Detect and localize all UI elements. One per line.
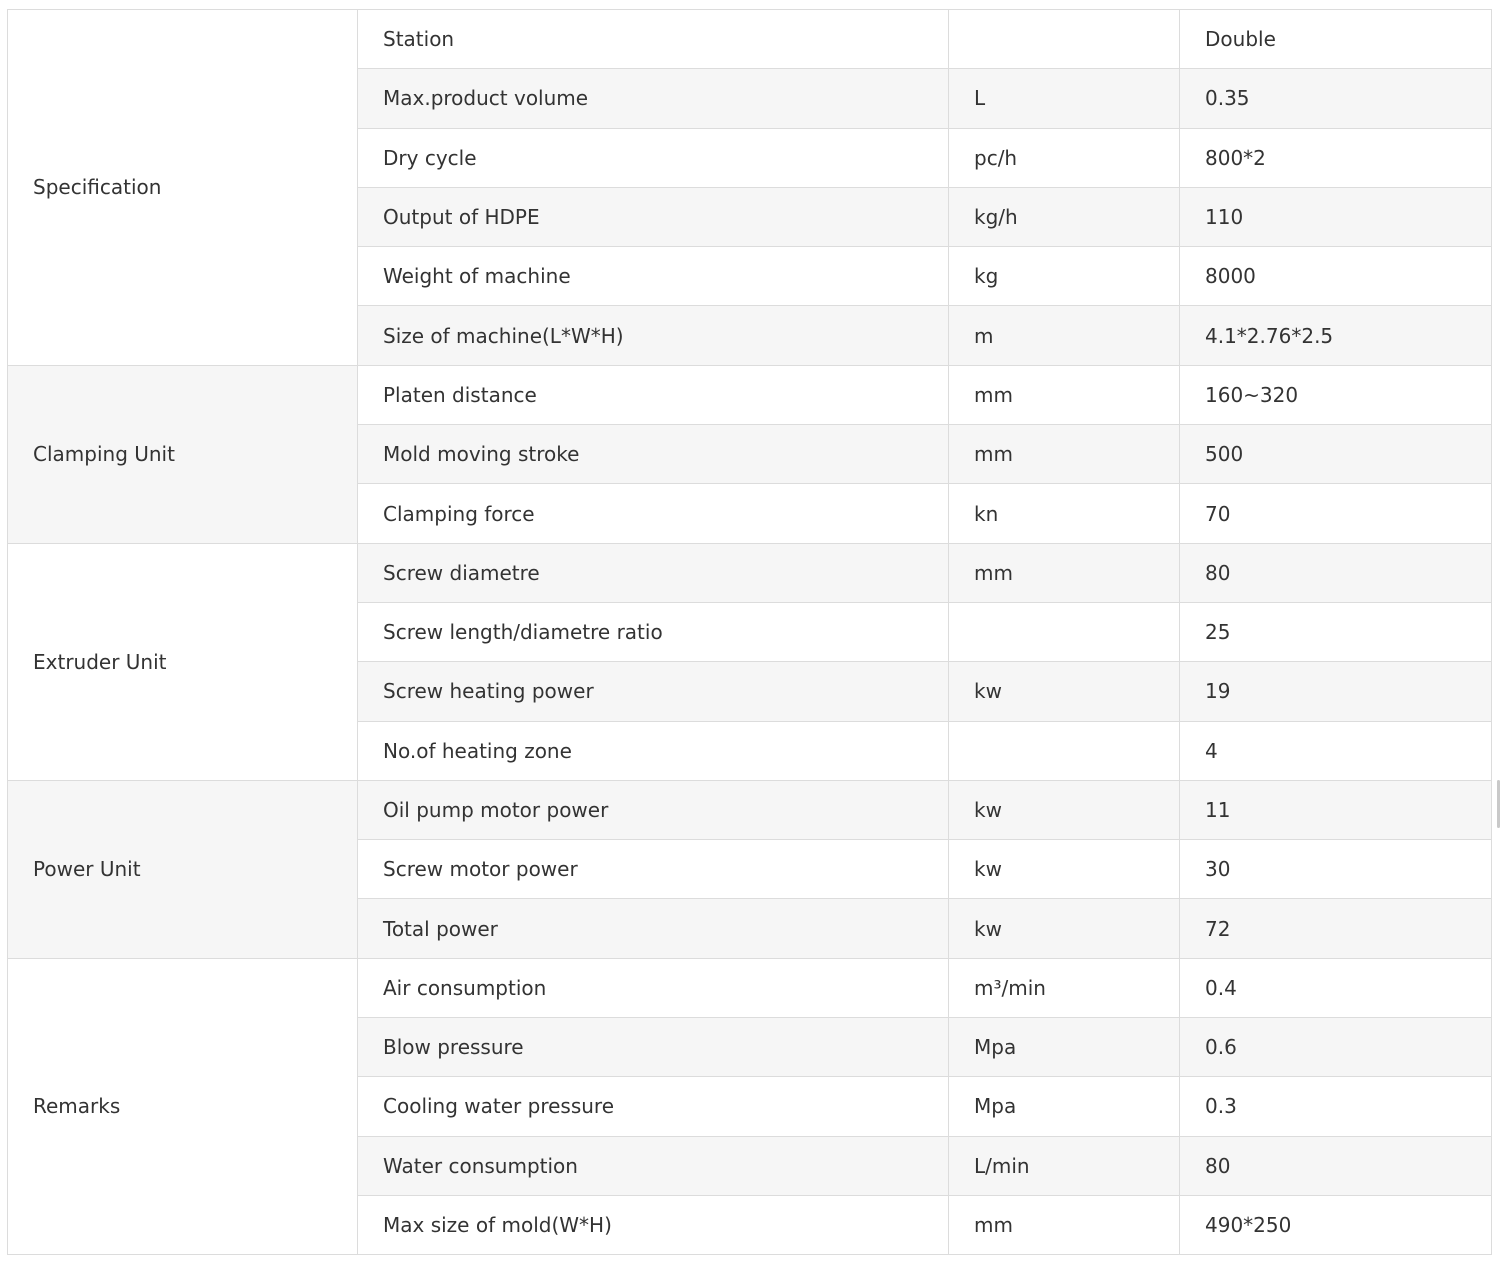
parameter-cell: Total power [358,899,949,958]
unit-cell [949,602,1180,661]
parameter-cell: Mold moving stroke [358,425,949,484]
unit-cell: kw [949,780,1180,839]
unit-cell: kw [949,662,1180,721]
unit-cell: mm [949,425,1180,484]
value-cell: 19 [1180,662,1492,721]
table-row [8,10,1492,69]
value-cell: 0.35 [1180,69,1492,128]
parameter-cell: Dry cycle [358,128,949,187]
value-cell: 4.1*2.76*2.5 [1180,306,1492,365]
unit-cell [949,10,1180,69]
table-row [8,365,1492,424]
parameter-cell: Oil pump motor power [358,780,949,839]
table-row [8,780,1492,839]
unit-cell: pc/h [949,128,1180,187]
unit-cell: kn [949,484,1180,543]
unit-cell: mm [949,543,1180,602]
unit-cell: m³/min [949,958,1180,1017]
value-cell: 0.6 [1180,1018,1492,1077]
group-label-cell: Extruder Unit [8,543,358,780]
value-cell: Double [1180,10,1492,69]
specification-table-body [8,10,1492,1255]
value-cell: 8000 [1180,247,1492,306]
value-cell: 0.4 [1180,958,1492,1017]
parameter-cell: No.of heating zone [358,721,949,780]
group-label-cell: Specification [8,10,358,366]
value-cell: 25 [1180,602,1492,661]
value-cell: 160~320 [1180,365,1492,424]
unit-cell: kg/h [949,187,1180,246]
value-cell: 11 [1180,780,1492,839]
group-label-cell: Clamping Unit [8,365,358,543]
unit-cell: mm [949,365,1180,424]
parameter-cell: Screw diametre [358,543,949,602]
value-cell: 80 [1180,1136,1492,1195]
parameter-cell: Cooling water pressure [358,1077,949,1136]
parameter-cell: Screw length/diametre ratio [358,602,949,661]
group-label-cell: Power Unit [8,780,358,958]
unit-cell: kw [949,840,1180,899]
value-cell: 4 [1180,721,1492,780]
unit-cell: L/min [949,1136,1180,1195]
value-cell: 80 [1180,543,1492,602]
value-cell: 500 [1180,425,1492,484]
parameter-cell: Weight of machine [358,247,949,306]
value-cell: 800*2 [1180,128,1492,187]
parameter-cell: Size of machine(L*W*H) [358,306,949,365]
unit-cell: kw [949,899,1180,958]
unit-cell: kg [949,247,1180,306]
group-label-cell: Remarks [8,958,358,1254]
unit-cell: Mpa [949,1077,1180,1136]
specification-table [7,9,1492,1255]
value-cell: 72 [1180,899,1492,958]
parameter-cell: Output of HDPE [358,187,949,246]
parameter-cell: Max size of mold(W*H) [358,1195,949,1254]
unit-cell: L [949,69,1180,128]
parameter-cell: Screw heating power [358,662,949,721]
parameter-cell: Blow pressure [358,1018,949,1077]
unit-cell: mm [949,1195,1180,1254]
parameter-cell: Station [358,10,949,69]
table-row [8,958,1492,1017]
parameter-cell: Platen distance [358,365,949,424]
unit-cell: Mpa [949,1018,1180,1077]
value-cell: 70 [1180,484,1492,543]
table-row [8,543,1492,602]
value-cell: 110 [1180,187,1492,246]
value-cell: 30 [1180,840,1492,899]
value-cell: 490*250 [1180,1195,1492,1254]
unit-cell: m [949,306,1180,365]
parameter-cell: Water consumption [358,1136,949,1195]
value-cell: 0.3 [1180,1077,1492,1136]
parameter-cell: Air consumption [358,958,949,1017]
parameter-cell: Clamping force [358,484,949,543]
unit-cell [949,721,1180,780]
parameter-cell: Screw motor power [358,840,949,899]
parameter-cell: Max.product volume [358,69,949,128]
